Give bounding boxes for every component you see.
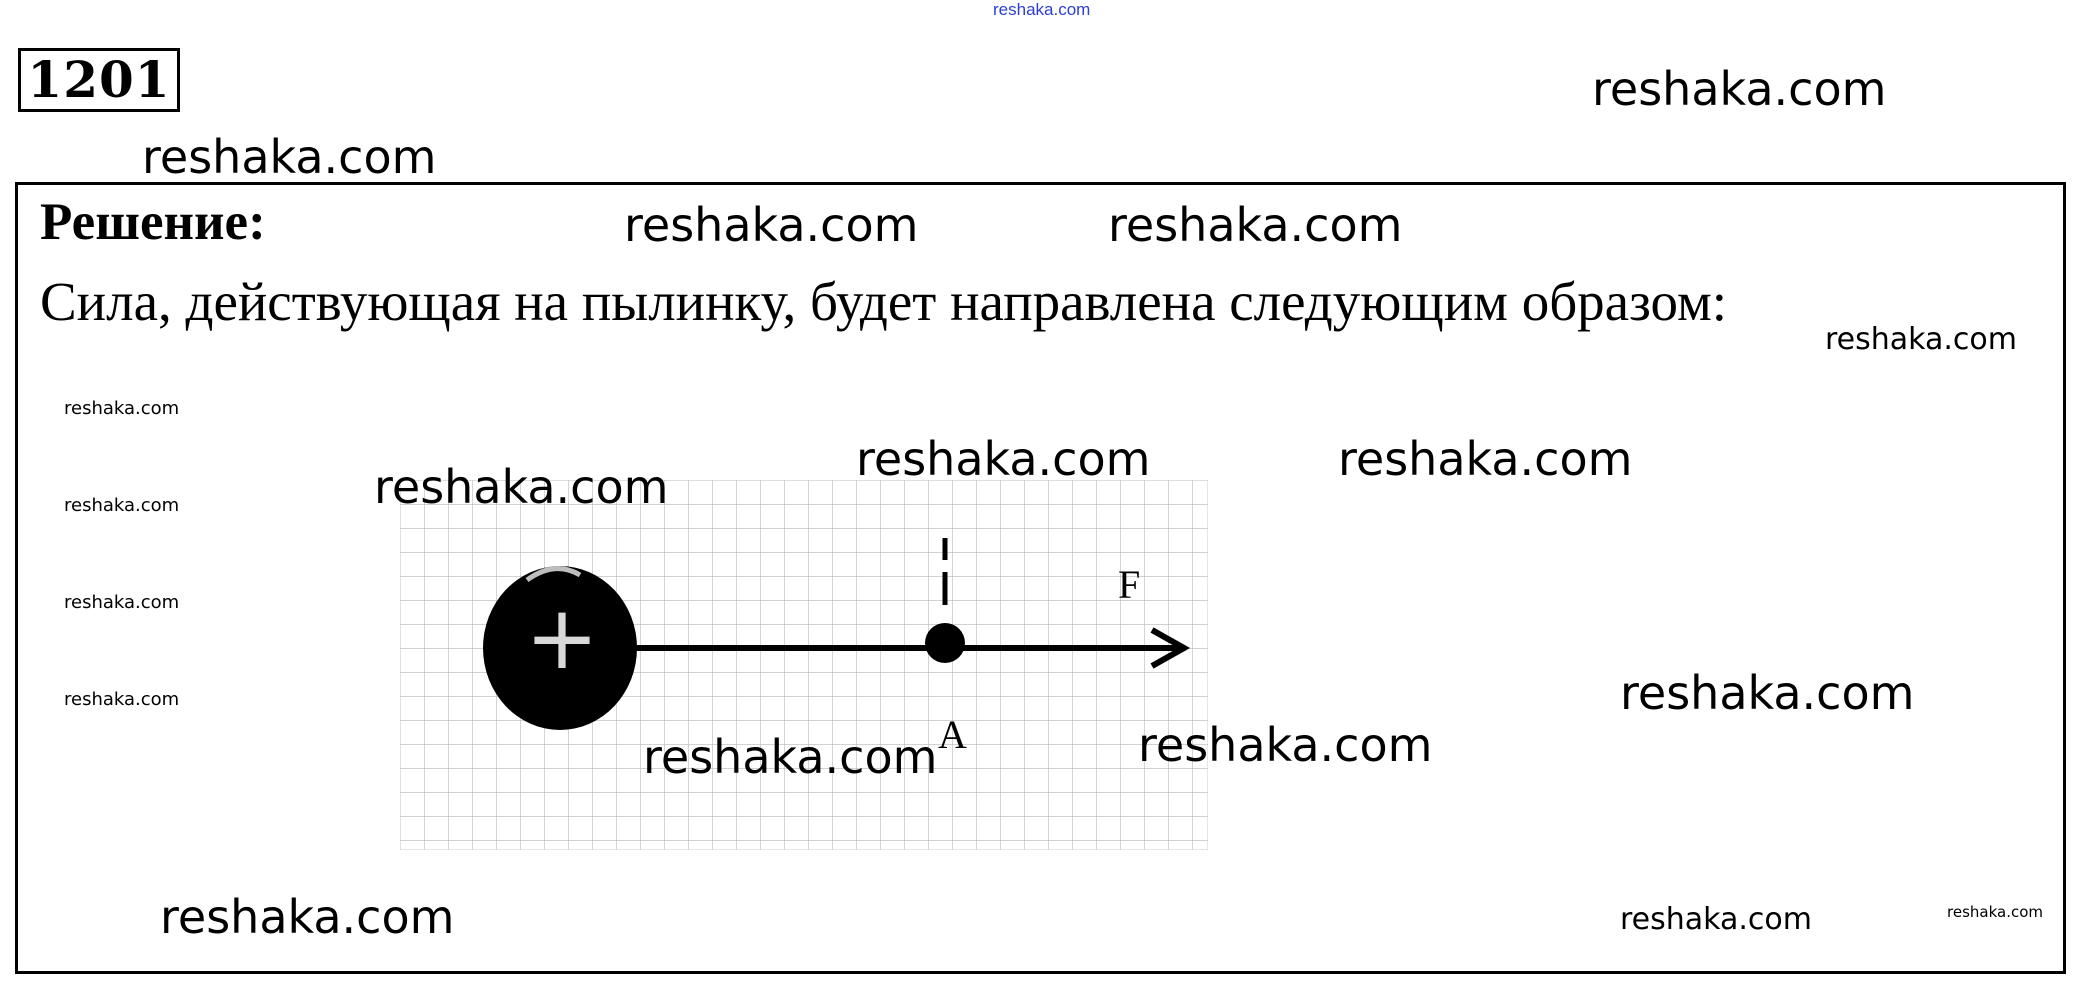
watermark: reshaka.com [1947,903,2043,921]
watermark: reshaka.com [856,432,1151,486]
force-diagram [400,480,1208,850]
top-watermark: reshaka.com [993,0,1091,19]
watermark: reshaka.com [374,460,669,514]
watermark: reshaka.com [1138,718,1433,772]
watermark: reshaka.com [64,495,180,516]
watermark: reshaka.com [64,398,180,419]
dust-particle [925,623,965,663]
watermark: reshaka.com [64,689,180,710]
point-label: A [938,712,967,757]
watermark: reshaka.com [1108,198,1403,252]
problem-number: 1201 [18,48,180,112]
watermark: reshaka.com [142,130,437,184]
watermark: reshaka.com [1620,902,1812,937]
force-diagram-svg [400,480,1208,850]
solution-text: Сила, действующая на пылинку, будет направлена следующим образом: [40,271,1728,332]
watermark: reshaka.com [1338,432,1633,486]
watermark: reshaka.com [1592,62,1887,116]
force-label: F [1118,562,1141,607]
watermark: reshaka.com [160,890,455,944]
watermark: reshaka.com [643,730,938,784]
solution-heading: Решение: [40,193,266,251]
watermark: reshaka.com [64,592,180,613]
watermark: reshaka.com [624,198,919,252]
watermark: reshaka.com [1825,322,2017,357]
plus-sign: + [525,586,599,689]
watermark: reshaka.com [1620,666,1915,720]
